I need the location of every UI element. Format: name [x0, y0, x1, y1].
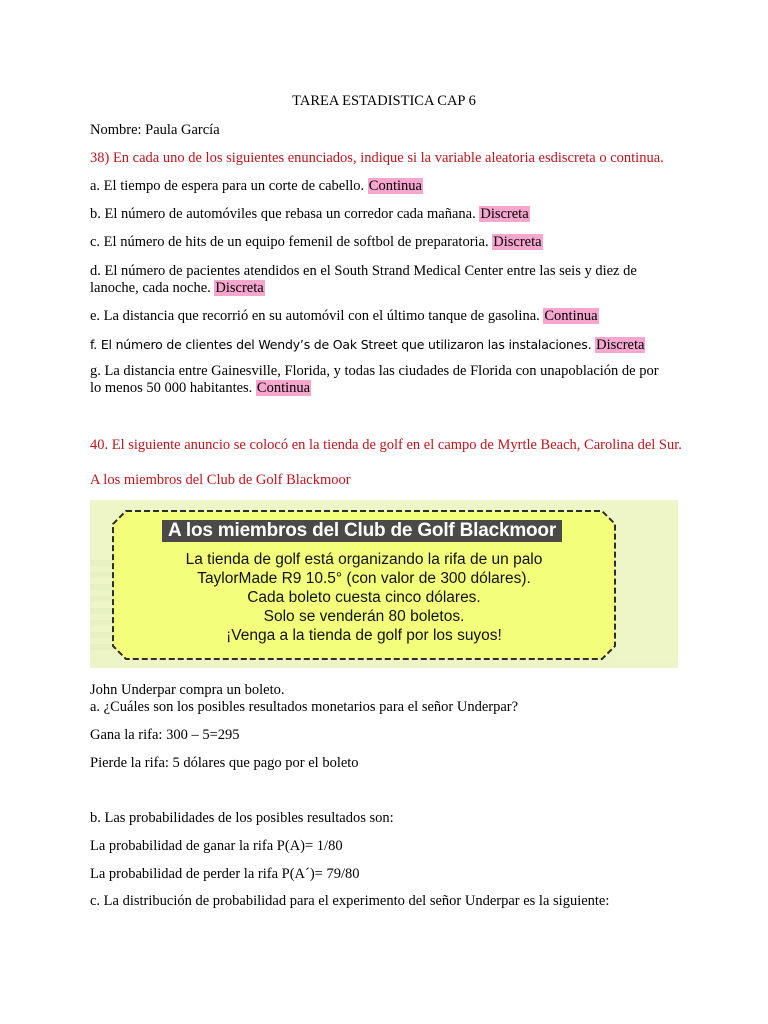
john-buys-ticket: John Underpar compra un boleto.	[90, 682, 285, 698]
item-d-text: d. El número de pacientes atendidos en el South Strand Medical Center entre las seis y diez de lanoche, cada noche.	[90, 263, 637, 296]
answer-gana: Gana la rifa: 300 – 5=295	[90, 727, 240, 743]
item-c-text: c. El número de hits de un equipo femenil de softbol de preparatoria.	[90, 234, 493, 250]
ad-background-texture	[90, 560, 114, 650]
item-d-answer: Discreta	[215, 280, 264, 296]
item-g	[90, 363, 660, 397]
ad-line: TaylorMade R9 10.5° (con valor de 300 dólares).	[197, 570, 531, 587]
answer-pierde: Pierde la rifa: 5 dólares que pago por el boleto	[90, 755, 359, 771]
item-b	[90, 206, 530, 223]
item-a-text: a. El tiempo de espera para un corte de cabello.	[90, 178, 368, 194]
item-b-text: b. El número de automóviles que rebasa un corredor cada mañana.	[90, 206, 480, 222]
item-g-text: g. La distancia entre Gainesville, Florida, y todas las ciudades de Florida con unapoblación de por lo menos 50 000 habitantes.	[90, 363, 659, 396]
ad-banner: A los miembros del Club de Golf Blackmoor	[162, 520, 562, 542]
prob-perder: La probabilidad de perder la rifa P(A´)= 79/80	[90, 866, 360, 882]
item-f-text: f. El número de clientes del Wendy’s de Oak Street que utilizaron las instalaciones.	[90, 337, 596, 352]
item-e-answer: Continua	[544, 308, 598, 324]
item-c-answer: Discreta	[493, 234, 542, 250]
item-f	[90, 336, 645, 354]
item-f-answer: Discreta	[596, 337, 645, 353]
question-c: c. La distribución de probabilidad para el experimento del señor Underpar es la siguiente:	[90, 893, 610, 909]
question-38-header: 38) En cada uno de los siguientes enunciados, indique si la variable aleatoria esdiscreta o continua.	[90, 150, 664, 166]
item-c	[90, 234, 543, 251]
item-b-answer: Discreta	[480, 206, 529, 222]
advertisement-image	[90, 500, 678, 668]
question-40-header: 40. El siguiente anuncio se colocó en la tienda de golf en el campo de Myrtle Beach, Carolina del Sur.	[90, 437, 682, 453]
question-a: a. ¿Cuáles son los posibles resultados monetarios para el señor Underpar?	[90, 699, 519, 715]
item-a	[90, 178, 423, 195]
prob-ganar: La probabilidad de ganar la rifa P(A)= 1/80	[90, 838, 343, 854]
ad-line: Solo se venderán 80 boletos.	[263, 608, 465, 625]
item-a-answer: Continua	[368, 178, 422, 194]
ad-content	[112, 510, 616, 660]
ad-line: Cada boleto cuesta cinco dólares.	[247, 589, 481, 606]
ad-body	[112, 550, 616, 645]
item-d	[90, 263, 660, 297]
item-e-text: e. La distancia que recorrió en su automóvil con el último tanque de gasolina.	[90, 308, 544, 324]
ad-line: La tienda de golf está organizando la rifa de un palo	[185, 551, 543, 568]
ad-line: ¡Venga a la tienda de golf por los suyos!	[226, 627, 502, 644]
document-title: TAREA ESTADISTICA CAP 6	[292, 93, 476, 109]
student-name: Nombre: Paula García	[90, 122, 220, 138]
item-g-answer: Continua	[256, 380, 311, 396]
ad-background-right	[616, 540, 678, 660]
question-40-subheader: A los miembros del Club de Golf Blackmoor	[90, 472, 351, 488]
question-b: b. Las probabilidades de los posibles resultados son:	[90, 810, 394, 826]
item-e	[90, 308, 599, 325]
